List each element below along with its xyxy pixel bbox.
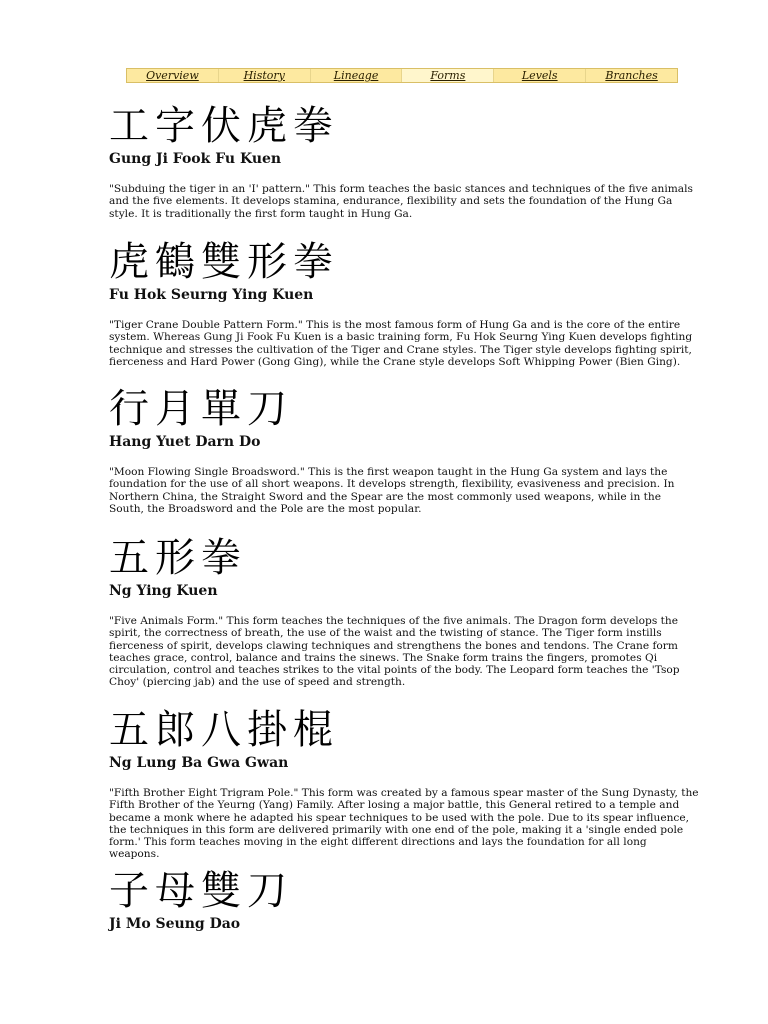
form-name: Fu Hok Seurng Ying Kuen [109,287,314,303]
form-name: Gung Ji Fook Fu Kuen [109,151,282,167]
nav-bar [126,68,678,83]
form-chinese-title: 五形拳 [109,535,247,581]
form-description: "Subduing the tiger in an 'I' pattern." This form teaches the basic stances and techniques of the five animals and the five elements. It develops stamina, endurance, flexibility and sets the foundation of the Hung Ga style. It is traditionally the first form taught in Hung Ga. [109,183,693,220]
nav-overview[interactable]: Overview [127,69,219,82]
form-description: "Moon Flowing Single Broadsword." This is the first weapon taught in the Hung Ga system and lays the foundation for the use of all short weapons. It develops strength, flexibility, evasiveness and precision. In Northern China, the Straight Sword and the Spear are the most commonly used weapons, while in the South, the Broadsword and the Pole are the most popular. [109,466,675,515]
form-description: "Fifth Brother Eight Trigram Pole." This form was created by a famous spear master of the Sung Dynasty, the Fifth Brother of the Yeurng (Yang) Family. After losing a major battle, this General retired to a temple and became a monk where he adapted his spear techniques to be used with the pole. Due to its spear influence, the techniques in this form are delivered primarily with one end of the pole, making it a 'single ended pole form.' This form teaches moving in the eight different directions and lays the foundation for all long weapons. [109,787,699,861]
form-section-ng-lung [109,708,699,861]
form-name: Ng Ying Kuen [109,583,218,599]
form-section-ji-mo [109,869,699,933]
form-section-fu-hok [109,240,699,368]
form-description: "Five Animals Form." This form teaches the techniques of the five animals. The Dragon form develops the spirit, the correctness of breath, the use of the waist and the twisting of stance. The Tiger form instills fierceness of spirit, develops clawing techniques and strengthens the bones and tendons. The Crane form teaches grace, control, balance and trains the sinews. The Snake form trains the fingers, promotes Qi circulation, control and teaches strikes to the vital points of the body. The Leopard form teaches the 'Tsop Choy' (piercing jab) and the use of speed and strength. [109,615,680,689]
form-section-gung-ji [109,104,699,220]
form-section-ng-ying [109,536,699,689]
nav-forms[interactable]: Forms [402,69,494,82]
nav-history[interactable]: History [219,69,311,82]
form-chinese-title: 五郎八掛棍 [109,707,339,753]
nav-levels[interactable]: Levels [494,69,586,82]
form-chinese-title: 工字伏虎拳 [109,103,339,149]
form-name: Hang Yuet Darn Do [109,434,261,450]
form-chinese-title: 虎鶴雙形拳 [109,239,339,285]
form-section-hang-yuet [109,387,699,515]
form-description: "Tiger Crane Double Pattern Form." This is the most famous form of Hung Ga and is the core of the entire system. Whereas Gung Ji Fook Fu Kuen is a basic training form, Fu Hok Seurng Ying Kuen develops fighting technique and stresses the cultivation of the Tiger and Crane styles. The Tiger style develops fighting spirit, fierceness and Hard Power (Gong Ging), while the Crane style develops Soft Whipping Power (Bien Ging). [109,319,693,368]
nav-lineage[interactable]: Lineage [311,69,403,82]
nav-branches[interactable]: Branches [605,69,658,82]
form-chinese-title: 子母雙刀 [109,868,293,914]
form-name: Ji Mo Seung Dao [109,916,241,932]
form-name: Ng Lung Ba Gwa Gwan [109,755,289,771]
form-chinese-title: 行月單刀 [109,386,293,432]
